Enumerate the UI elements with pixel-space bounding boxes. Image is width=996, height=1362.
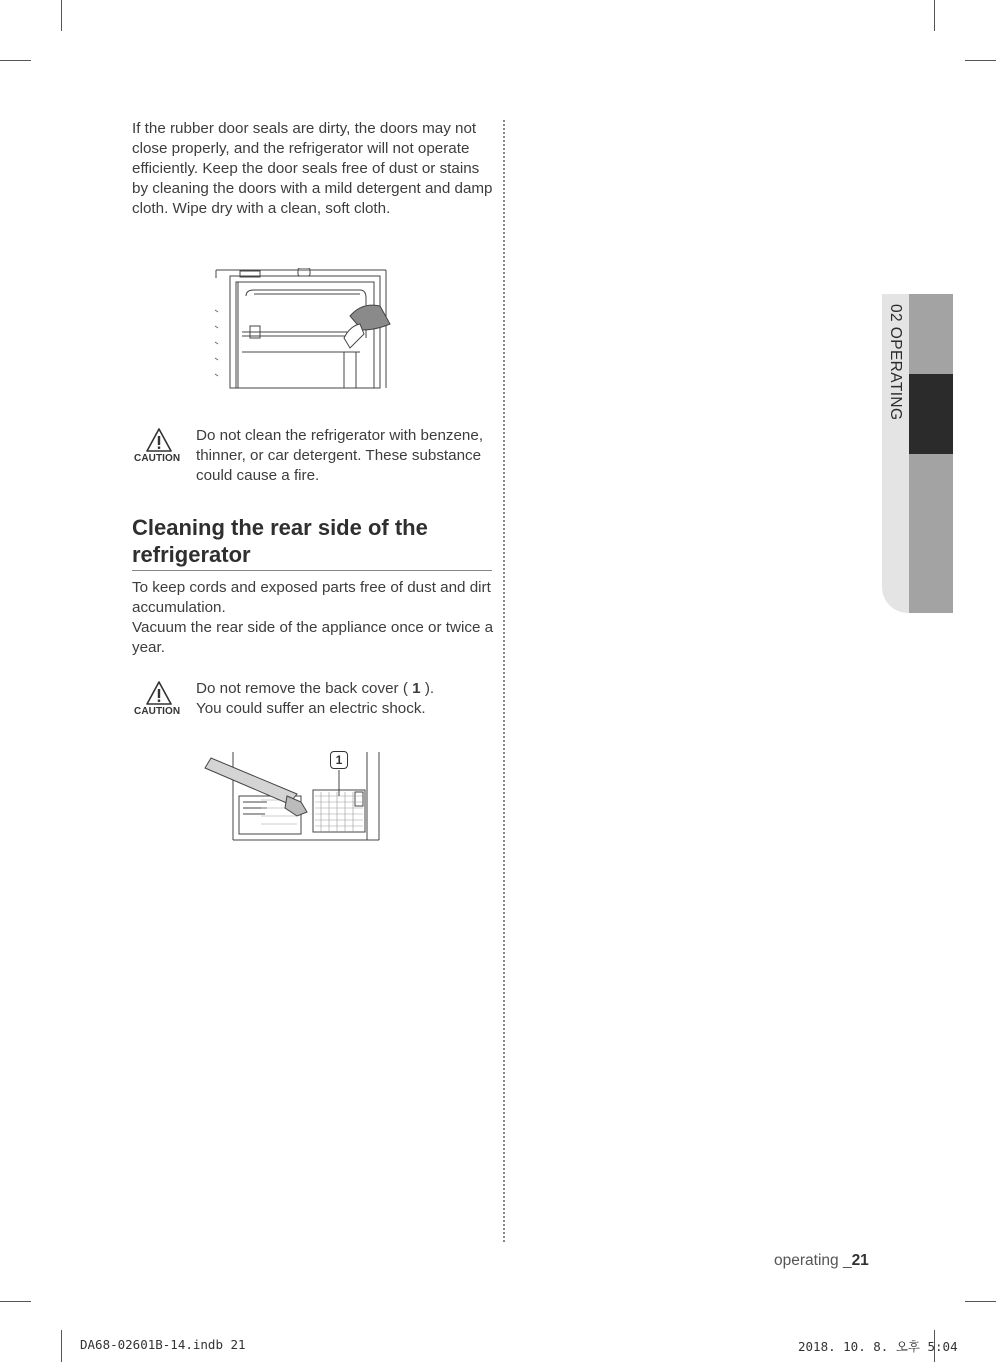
crop-mark-top-left-h	[0, 60, 31, 61]
caution-fire-text: Do not clean the refrigerator with benzene, thinner, or car detergent. These substance could cause a fire.	[196, 427, 484, 484]
door-seal-drawing	[210, 268, 395, 390]
crop-mark-top-left	[61, 0, 62, 31]
caution-shock-text	[196, 679, 496, 719]
side-tab-active-marker	[909, 374, 953, 454]
side-tab-grey-top	[909, 294, 953, 374]
column-divider	[503, 120, 505, 1242]
caution-badge	[132, 428, 186, 468]
crop-mark-bottom-left	[61, 1330, 62, 1362]
rear-cleaning-paragraph	[132, 578, 494, 658]
warning-triangle-icon	[146, 428, 172, 452]
side-tab-grey-bottom	[909, 454, 953, 613]
imprint-file-name: DA68-02601B-14.indb 21	[80, 1337, 246, 1352]
rear-vacuum-drawing	[203, 748, 403, 844]
crop-mark-bottom-right-h	[965, 1301, 996, 1302]
section-heading: Cleaning the rear side of the refrigerator	[132, 515, 428, 567]
caution-2-text-after: ).	[424, 680, 435, 697]
crop-mark-top-right	[934, 0, 935, 31]
caution-2-text-before: Do not remove the back cover (	[196, 680, 408, 697]
caution-shock-notice	[132, 681, 494, 745]
rear-paragraph-line-1: To keep cords and exposed parts free of dust and dirt accumulation.	[132, 579, 491, 616]
rear-paragraph-line-2: Vacuum the rear side of the appliance once or twice a year.	[132, 619, 494, 656]
door-seal-illustration	[210, 268, 395, 390]
callout-number: 1	[335, 753, 343, 767]
caution-label-2: CAUTION	[134, 706, 181, 717]
door-seal-paragraph: If the rubber door seals are dirty, the doors may not close properly, and the refrigerator will not operate efficiently. Keep the door seals free of dust or stains by cleaning the doors with a mild detergent and damp cloth. Wipe dry with a clean, soft cloth.	[132, 120, 493, 217]
caution-label: CAUTION	[134, 453, 181, 464]
back-cover-callout	[330, 751, 348, 769]
warning-triangle-icon-2	[146, 681, 172, 705]
heading-rule	[132, 570, 492, 571]
chapter-tab-text: 02 OPERATING	[887, 304, 904, 421]
back-cover-number: 1	[412, 680, 421, 697]
rear-vacuum-illustration	[203, 748, 403, 844]
caution-2-line-2: You could suffer an electric shock.	[196, 700, 426, 717]
crop-mark-bottom-left-h	[0, 1301, 31, 1302]
page-footer	[774, 1252, 869, 1270]
footer-section-name: operating _	[774, 1252, 852, 1269]
imprint-date: 2018. 10. 8. 오후 5:04	[798, 1339, 958, 1354]
caution-badge-2	[132, 681, 186, 721]
chapter-tab-label	[886, 304, 910, 434]
page-number: 21	[851, 1252, 869, 1269]
crop-mark-top-right-h	[965, 60, 996, 61]
caution-fire-notice	[132, 428, 494, 492]
